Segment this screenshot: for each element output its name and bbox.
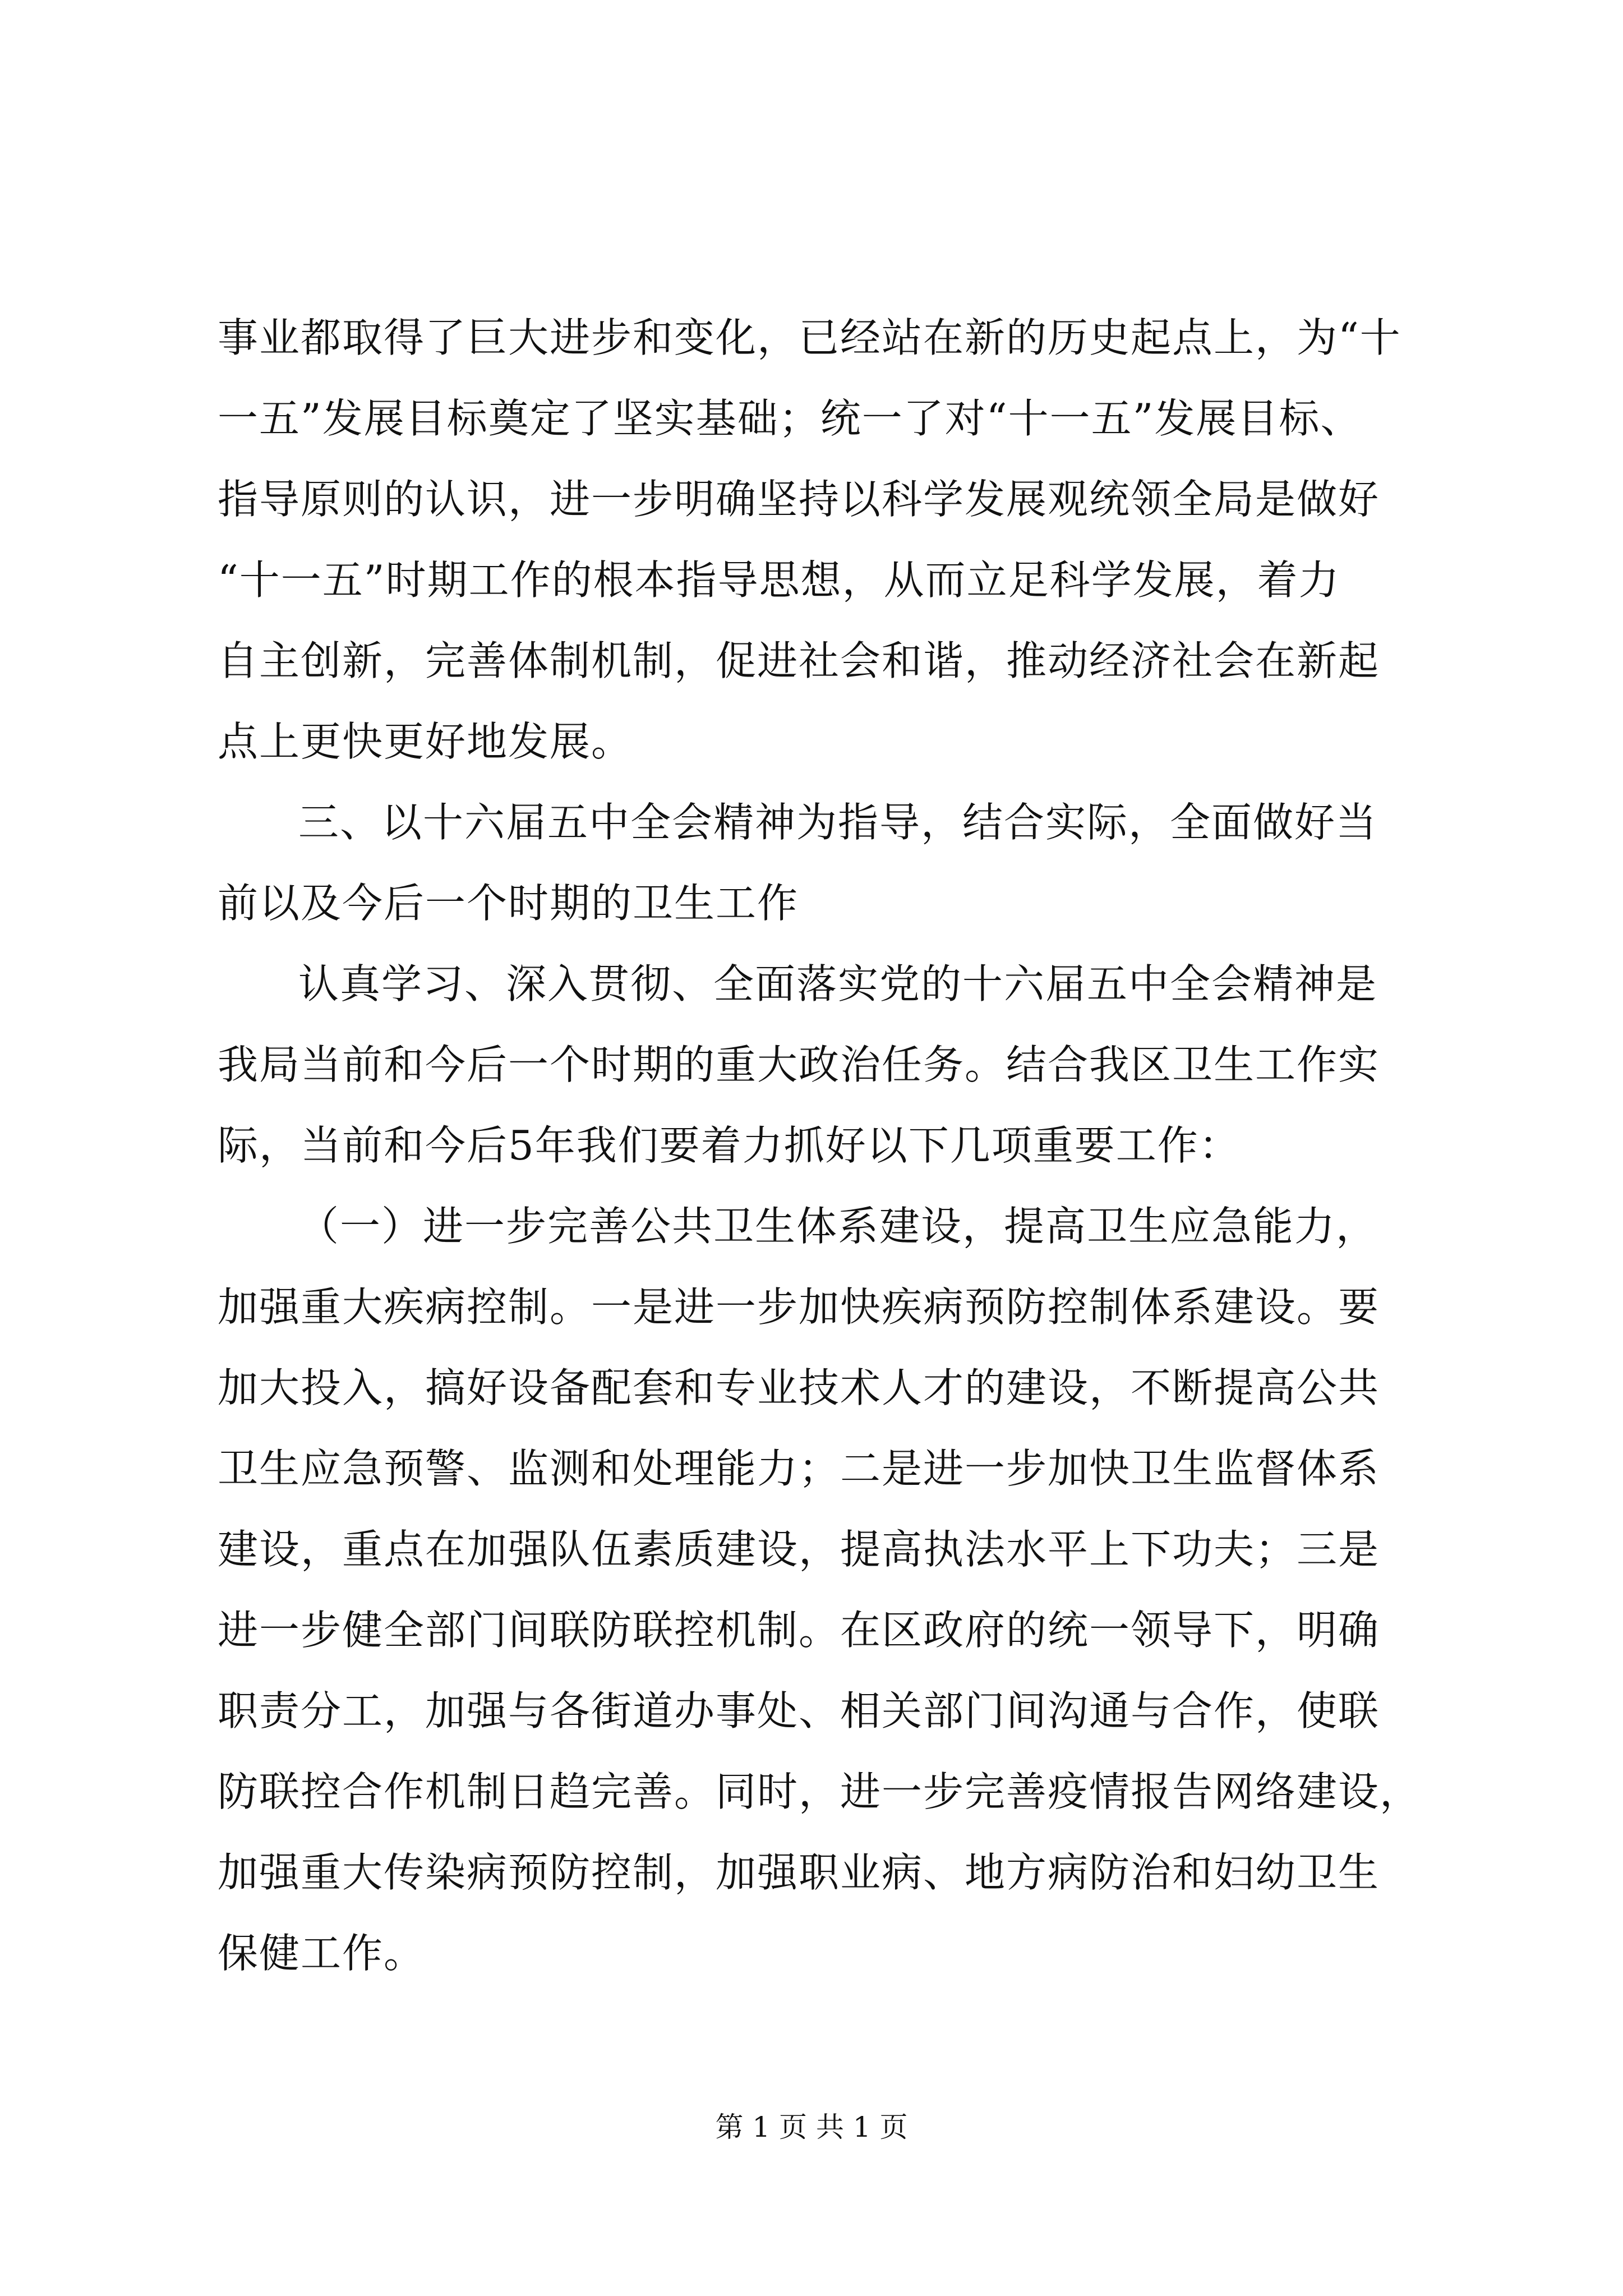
- document-body: [218, 297, 1485, 1994]
- text-line: 一五”发展目标奠定了坚实基础；统一了对“十一五”发展目标、: [218, 395, 1362, 442]
- section-heading-line: 前以及今后一个时期的卫生工作: [218, 880, 799, 927]
- text-line: 加大投入，搞好设备配套和专业技术人才的建设，不断提高公共: [218, 1364, 1380, 1411]
- text-line: “十一五”时期工作的根本指导思想，从而立足科学发展，着力: [218, 556, 1340, 604]
- subsection-line: （一）进一步完善公共卫生体系建设，提高卫生应急能力，: [298, 1203, 1378, 1250]
- text-line: 进一步健全部门间联防联控机制。在区政府的统一领导下，明确: [218, 1607, 1380, 1654]
- section-heading-line: 三、以十六届五中全会精神为指导，结合实际，全面做好当: [298, 799, 1378, 846]
- text-line: 职责分工，加强与各街道办事处、相关部门间沟通与合作，使联: [218, 1687, 1380, 1734]
- text-line: 保健工作。: [218, 1930, 426, 1977]
- text-line: 自主创新，完善体制机制，促进社会和谐，推动经济社会在新起: [218, 637, 1380, 684]
- text-line: 我局当前和今后一个时期的重大政治任务。结合我区卫生工作实: [218, 1041, 1380, 1088]
- text-line: 建设，重点在加强队伍素质建设，提高执法水平上下功夫；三是: [218, 1526, 1380, 1573]
- text-line: 加强重大传染病预防控制，加强职业病、地方病防治和妇幼卫生: [218, 1849, 1380, 1896]
- page-footer: 第 1 页 共 1 页: [715, 2111, 908, 2143]
- text-line: 防联控合作机制日趋完善。同时，进一步完善疫情报告网络建设，: [218, 1768, 1422, 1815]
- text-line: 卫生应急预警、监测和处理能力；二是进一步加快卫生监督体系: [218, 1445, 1380, 1492]
- text-line: 指导原则的认识，进一步明确坚持以科学发展观统领全局是做好: [218, 476, 1380, 523]
- text-line: 事业都取得了巨大进步和变化，已经站在新的历史起点上，为“十: [218, 314, 1401, 361]
- text-line: 认真学习、深入贯彻、全面落实党的十六届五中全会精神是: [298, 960, 1378, 1007]
- text-line: 加强重大疾病控制。一是进一步加快疾病预防控制体系建设。要: [218, 1283, 1380, 1331]
- text-line: 际，当前和今后5年我们要着力抓好以下几项重要工作：: [218, 1122, 1241, 1169]
- text-line: 点上更快更好地发展。: [218, 718, 633, 765]
